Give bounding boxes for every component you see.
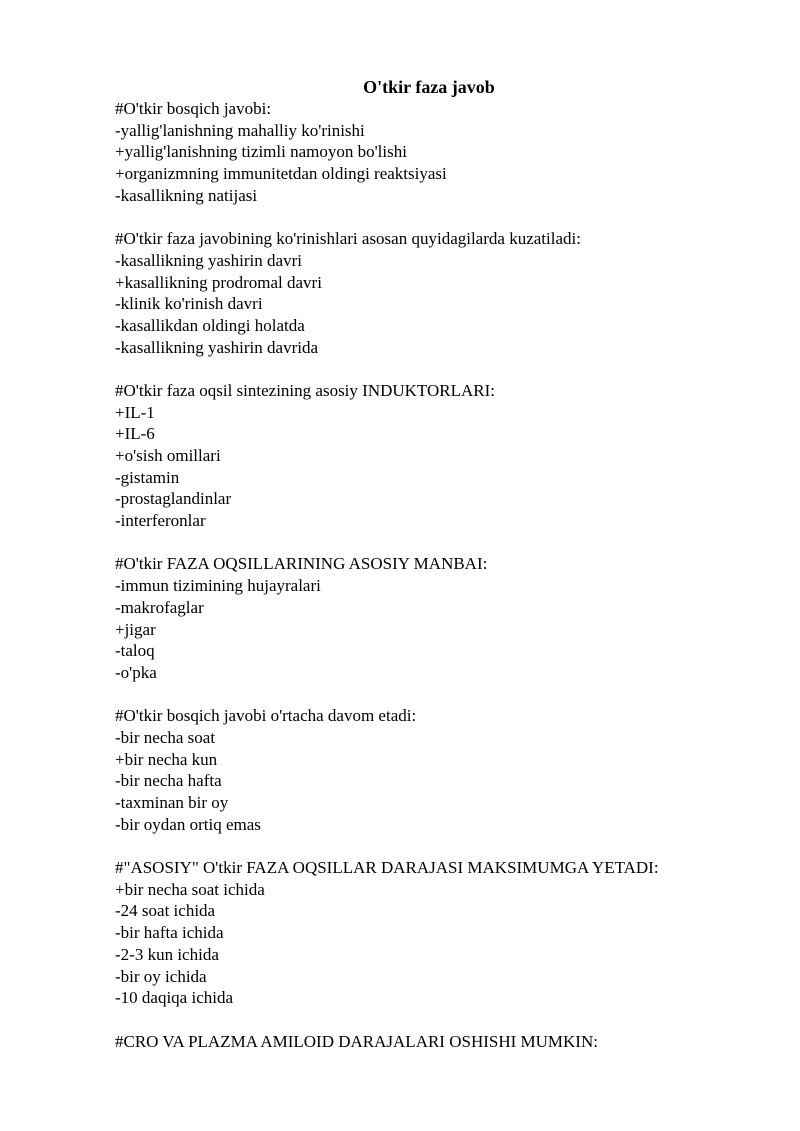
question-text: #"ASOSIY" O'tkir FAZA OQSILLAR DARAJASI MAKSIMUMGA YETADI:	[115, 858, 659, 878]
question-text: #O'tkir faza javobining ko'rinishlari asosan quyidagilarda kuzatiladi:	[115, 229, 581, 249]
answer-option: +kasallikning prodromal davri	[115, 272, 322, 292]
question-text: #O'tkir FAZA OQSILLARINING ASOSIY MANBAI:	[115, 554, 488, 574]
answer-option: +IL-6	[115, 424, 155, 444]
answer-option: -bir oydan ortiq emas	[115, 814, 261, 834]
question-list	[115, 98, 760, 1074]
answer-option: -o'pka	[115, 662, 157, 682]
question-text: #O'tkir faza oqsil sintezining asosiy INDUKTORLARI:	[115, 380, 496, 400]
answer-option: +bir necha kun	[115, 749, 218, 769]
answer-option: -taloq	[115, 641, 155, 661]
question-text: #CRO VA PLAZMA AMILOID DARAJALARI OSHISHI MUMKIN:	[115, 1031, 598, 1051]
question-block	[115, 228, 760, 358]
answer-option: +organizmning immunitetdan oldingi reaktsiyasi	[115, 164, 447, 184]
answer-option: -bir necha hafta	[115, 771, 222, 791]
answer-option: -kasallikning natijasi	[115, 185, 258, 205]
question-block	[115, 553, 760, 683]
answer-option: -interferonlar	[115, 511, 206, 531]
question-block	[115, 98, 760, 206]
question-text: #O'tkir bosqich javobi:	[115, 99, 272, 118]
answer-option: -makrofaglar	[115, 597, 204, 617]
answer-option: -kasallikning yashirin davrida	[115, 337, 319, 357]
question-block	[115, 1031, 760, 1053]
answer-option: -bir hafta ichida	[115, 923, 224, 943]
answer-option: +o'sish omillari	[115, 446, 221, 465]
answer-option: -bir oy ichida	[115, 966, 207, 986]
document-title: O'tkir faza javob	[363, 77, 495, 97]
answer-option: -immun tizimining hujayralari	[115, 576, 321, 596]
question-text: #O'tkir bosqich javobi o'rtacha davom etadi:	[115, 706, 417, 726]
answer-option: -yallig'lanishning mahalliy ko'rinishi	[115, 120, 365, 140]
answer-option: -gistamin	[115, 467, 180, 487]
answer-option: -2-3 kun ichida	[115, 944, 219, 964]
question-block	[115, 380, 760, 532]
question-block	[115, 705, 760, 835]
answer-option: -10 daqiqa ichida	[115, 988, 234, 1008]
answer-option: +jigar	[115, 619, 156, 639]
answer-option: -klinik ko'rinish davri	[115, 294, 263, 314]
answer-option: -bir necha soat	[115, 727, 216, 747]
answer-option: -kasallikdan oldingi holatda	[115, 315, 305, 335]
answer-option: +yallig'lanishning tizimli namoyon bo'lishi	[115, 142, 407, 162]
answer-option: -24 soat ichida	[115, 901, 216, 921]
question-block	[115, 857, 760, 1009]
answer-option: -taxminan bir oy	[115, 793, 229, 812]
answer-option: +bir necha soat ichida	[115, 879, 265, 899]
answer-option: -prostaglandinlar	[115, 489, 232, 509]
answer-option: -kasallikning yashirin davri	[115, 250, 302, 270]
answer-option: +IL-1	[115, 402, 155, 422]
